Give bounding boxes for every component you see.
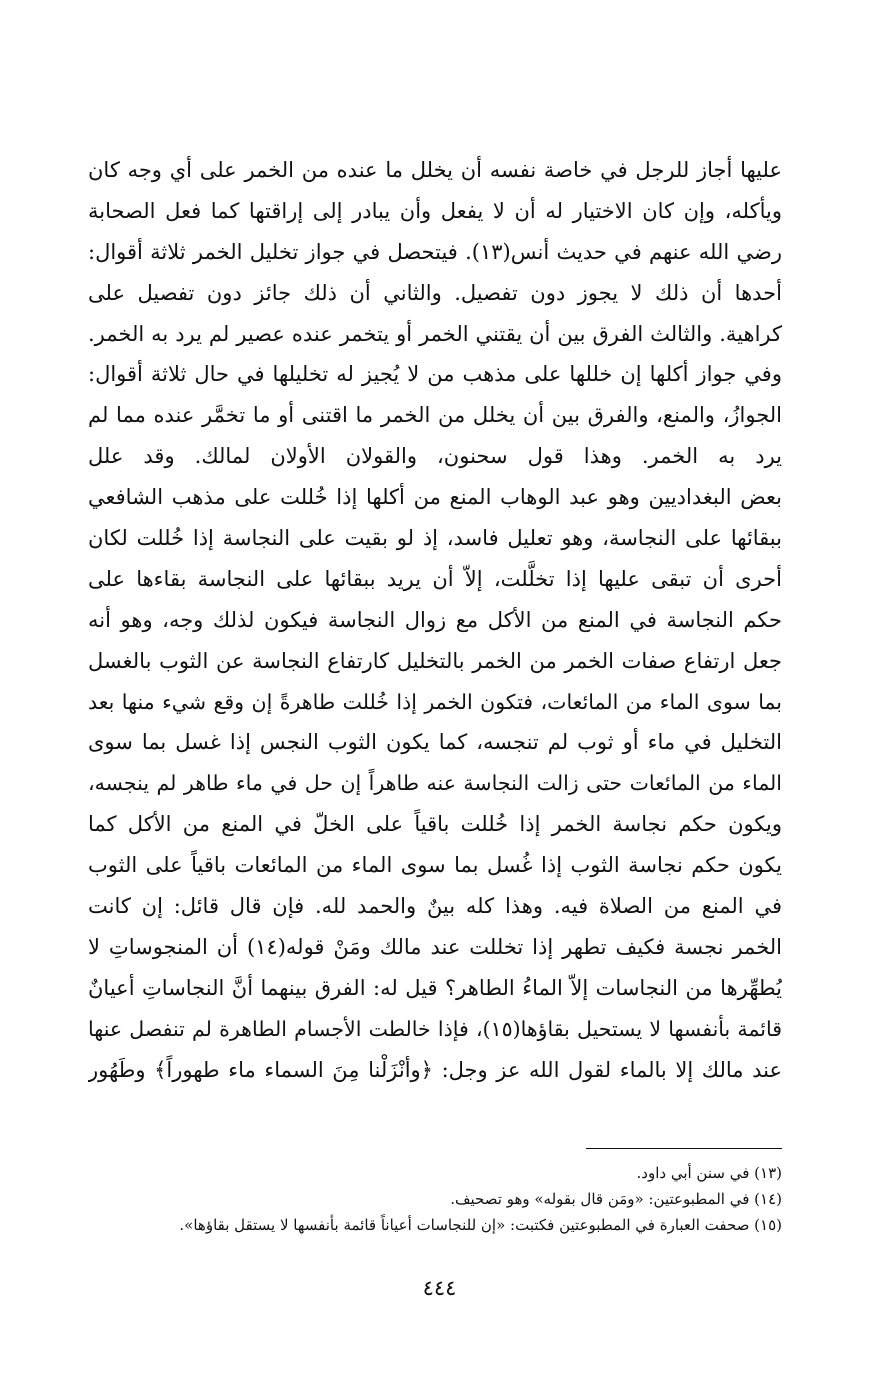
text-line: قائمة بأنفسها لا يستحيل بقاؤها(١٥)، فإذا خالطت الأجسام الطاهرة لم تنفصل عنها	[88, 1016, 782, 1041]
text-line: كراهية. والثالث الفرق بين أن يقتني الخمر أو يتخمر عنده عصير لم يرد به الخمر.	[88, 321, 782, 346]
text-line: بعض البغداديين وهو عبد الوهاب المنع من أكلها إذا خُللت على مذهب الشافعي	[88, 485, 782, 510]
footnote: (١٥) صحفت العبارة في المطبوعتين فكتبت: «إن للنجاسات أعياناً قائمة بأنفسها لا يستقل بقاؤها».	[179, 1216, 782, 1234]
page-number: ٤٤٤	[422, 1276, 457, 1300]
text-line: التخليل في ماء أو ثوب لم تنجسه، كما يكون الثوب النجس إذا غسل بما سوى	[88, 730, 782, 755]
text-line: الخمر نجسة فكيف تطهر إذا تخللت عند مالك ومَنْ قوله(١٤) أن المنجوساتِ لا	[88, 934, 782, 959]
footnote: (١٣) في سنن أبي داود.	[636, 1164, 782, 1182]
text-line: يُطهِّرها من النجاسات إلاّ الماءُ الطاهر؟ قيل له: الفرق بينهما أنَّ النجاساتِ أعيانٌ	[88, 975, 782, 1000]
text-line: أحدها أن ذلك لا يجوز دون تفصيل. والثاني أن ذلك جائز دون تفصيل على	[88, 280, 782, 305]
footnotes-block	[88, 1160, 782, 1238]
text-line: الماء من المائعات حتى زالت النجاسة عنه طاهراً إن حل في ماء طاهر لم ينجسه،	[88, 771, 782, 796]
text-line: الجوازُ، والمنع، والفرق بين أن يخلل من الخمر ما اقتنى أو ما تخمَّر عنده مما لم	[88, 403, 782, 428]
text-line: ببقائها على النجاسة، وهو تعليل فاسد، إذ لو بقيت على النجاسة إذا خُللت لكان	[88, 526, 782, 551]
text-line: يرد به الخمر. وهذا قول سحنون، والقولان الأولان لمالك. وقد علل	[88, 444, 782, 469]
footnote-divider	[586, 1148, 782, 1149]
text-line: يكون حكم نجاسة الثوب إذا غُسل بما سوى الماء من المائعات باقياً على الثوب	[88, 853, 782, 878]
text-line: عند مالك إلا بالماء لقول الله عز وجل: ﴿وأنْزَلْنا مِنَ السماء ماء طهوراً﴾ وطَهُور	[88, 1057, 782, 1082]
text-line: رضي الله عنهم في حديث أنس(١٣). فيتحصل في جواز تخليل الخمر ثلاثة أقوال:	[88, 239, 782, 264]
text-line: وفي جواز أكلها إن خللها على مذهب من لا يُجيز له تخليلها في حال ثلاثة أقوال:	[88, 362, 782, 387]
text-line: ويأكله، وإن كان الاختيار له أن لا يفعل وأن يبادر إلى إراقتها كما فعل الصحابة	[88, 198, 782, 223]
text-line: في المنع من الصلاة فيه. وهذا كله بينٌ والحمد لله. فإن قال قائل: إن كانت	[88, 894, 782, 919]
text-line: حكم النجاسة في المنع من الأكل مع زوال النجاسة فيكون لذلك وجه، وهو أنه	[88, 607, 782, 632]
main-text-block	[88, 150, 782, 1090]
text-line: ويكون حكم نجاسة الخمر إذا خُللت باقياً على الخلّ في المنع من الأكل كما	[88, 812, 782, 837]
text-line: أحرى أن تبقى عليها إذا تخلَّلت، إلاّ أن يريد ببقائها على النجاسة بقاءها على	[88, 566, 782, 591]
text-line: عليها أجاز للرجل في خاصة نفسه أن يخلل ما عنده من الخمر على أي وجه كان	[88, 158, 782, 182]
footnote: (١٤) في المطبوعتين: «ومَن قال بقوله» وهو تصحيف.	[450, 1190, 782, 1208]
text-line: بما سوى الماء من المائعات، فتكون الخمر إذا خُللت طاهرةً إن وقع شيء منها بعد	[88, 689, 782, 714]
text-line: جعل ارتفاع صفات الخمر من الخمر بالتخليل كارتفاع النجاسة عن الثوب بالغسل	[88, 648, 782, 673]
